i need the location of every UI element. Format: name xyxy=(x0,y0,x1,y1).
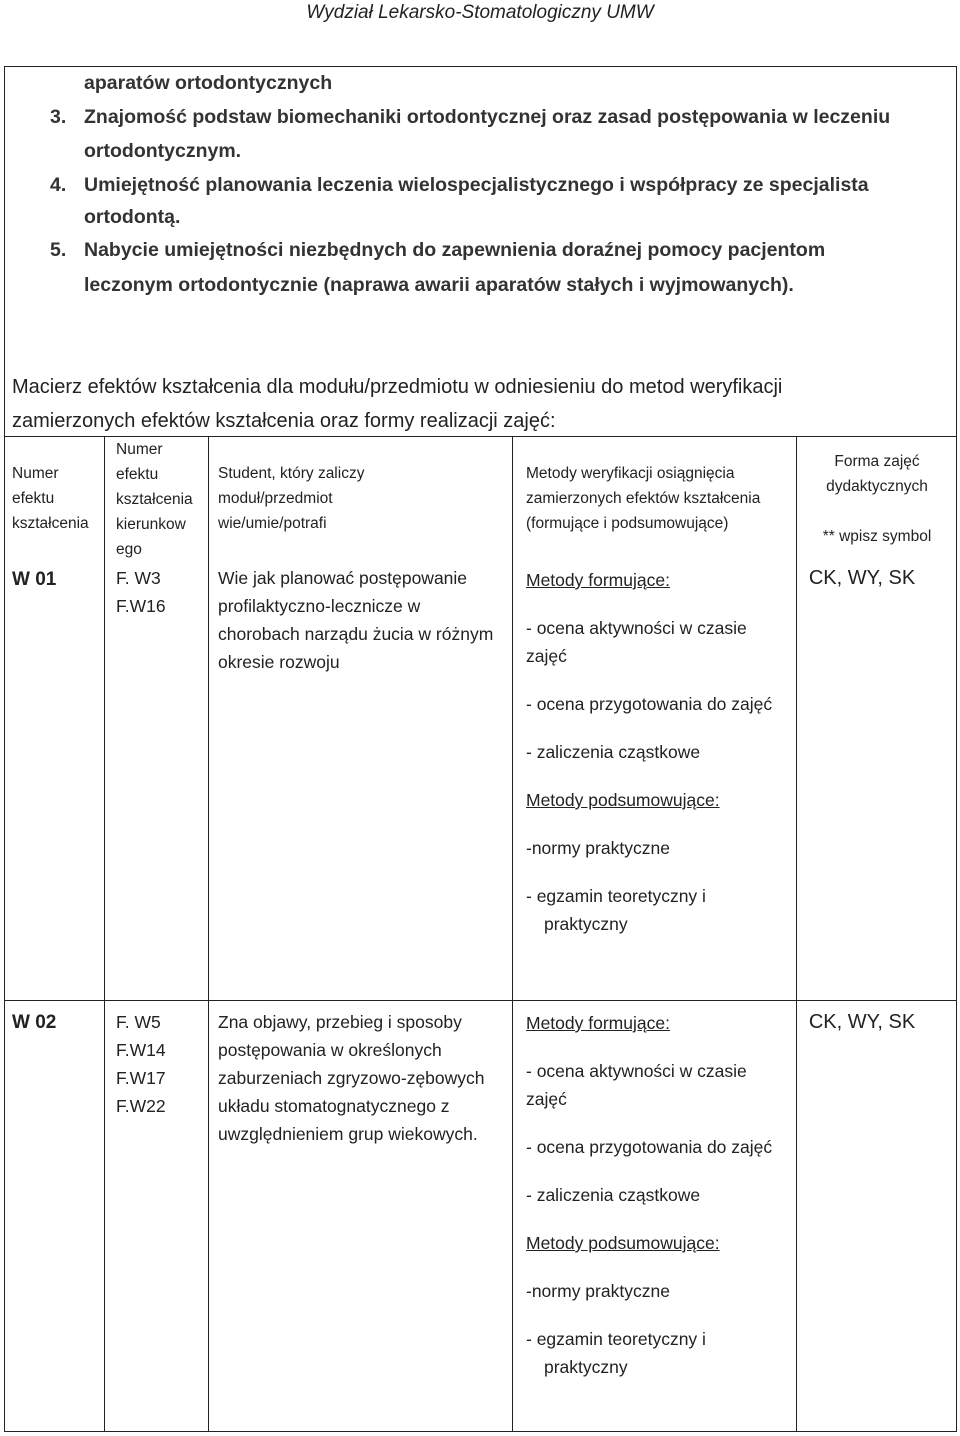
matrix-title-line: Macierz efektów kształcenia dla modułu/przedmiotu w odniesieniu do metod weryfikacji xyxy=(12,376,783,398)
objective-text: ortodontycznym. xyxy=(84,140,242,162)
objective-number: 4. xyxy=(50,174,67,196)
teaching-form: CK, WY, SK xyxy=(808,1011,916,1033)
objective-text: Nabycie umiejętności niezbędnych do zapewnienia doraźnej pomocy pacjentom xyxy=(84,239,826,261)
header-effect-number: Numer efektu kształcenia xyxy=(12,465,89,532)
header-direction-effect-number: Numer efektu kształcenia kierunkow ego xyxy=(116,441,193,558)
matrix-title-line: zamierzonych efektów kształcenia oraz formy realizacji zajęć: xyxy=(12,410,556,432)
effect-code: W 02 xyxy=(12,1012,57,1033)
document-frame xyxy=(4,66,957,1432)
objective-text: ortodontą. xyxy=(84,206,181,228)
row-separator xyxy=(4,1000,957,1001)
effect-code: W 01 xyxy=(12,569,57,590)
direction-refs: F. W3 F.W16 xyxy=(116,568,166,616)
column-divider xyxy=(104,436,105,1432)
header-teaching-form: Forma zajęć dydaktycznych ** wpisz symbol xyxy=(822,453,932,545)
verification-methods: Metody formujące: - ocena aktywności w czasie zajęć - ocena przygotowania do zajęć - zaliczenia cząstkowe Metody podsumowujące: -normy praktyczne - egzamin teoretyczny i praktyczny xyxy=(526,566,772,938)
objective-number: 5. xyxy=(50,239,67,261)
objective-number: 3. xyxy=(50,106,67,128)
outcome-description: Wie jak planować postępowanie profilaktyczno-lecznicze w chorobach narządu żucia w różnym okresie rozwoju xyxy=(218,568,494,672)
outcome-description: Zna objawy, przebieg i sposoby postępowania w określonych zaburzeniach zgryzowo-zębowych układu stomatognatycznego z uwzględnieniem grup wiekowych. xyxy=(218,1012,485,1144)
direction-refs: F. W5 F.W14 F.W17 F.W22 xyxy=(116,1012,166,1116)
column-divider xyxy=(208,436,209,1432)
matrix-title xyxy=(12,370,942,438)
summative-heading: Metody podsumowujące: xyxy=(526,1233,720,1253)
objective-text: Umiejętność planowania leczenia wielospecjalistycznego i współpracy ze specjalista xyxy=(84,174,869,196)
header-student-outcome: Student, który zaliczy moduł/przedmiot wie/umie/potrafi xyxy=(218,465,365,532)
formative-heading: Metody formujące: xyxy=(526,1013,670,1033)
objective-text: Znajomość podstaw biomechaniki ortodontycznej oraz zasad postępowania w leczeniu xyxy=(84,106,891,128)
page-header: Wydział Lekarsko-Stomatologiczny UMW xyxy=(306,2,654,23)
objective-text: aparatów ortodontycznych xyxy=(84,72,333,94)
column-divider xyxy=(796,436,797,1432)
objective-text: leczonym ortodontycznie (naprawa awarii aparatów stałych i wyjmowanych). xyxy=(84,274,794,296)
column-divider xyxy=(512,436,513,1432)
summative-heading: Metody podsumowujące: xyxy=(526,790,720,810)
verification-methods: Metody formujące: - ocena aktywności w czasie zajęć - ocena przygotowania do zajęć - zaliczenia cząstkowe Metody podsumowujące: -normy praktyczne - egzamin teoretyczny i praktyczny xyxy=(526,1009,772,1381)
header-verification-methods: Metody weryfikacji osiągnięcia zamierzonych efektów kształcenia (formujące i podsumowujące) xyxy=(526,465,761,532)
teaching-form: CK, WY, SK xyxy=(808,567,916,589)
formative-heading: Metody formujące: xyxy=(526,570,670,590)
